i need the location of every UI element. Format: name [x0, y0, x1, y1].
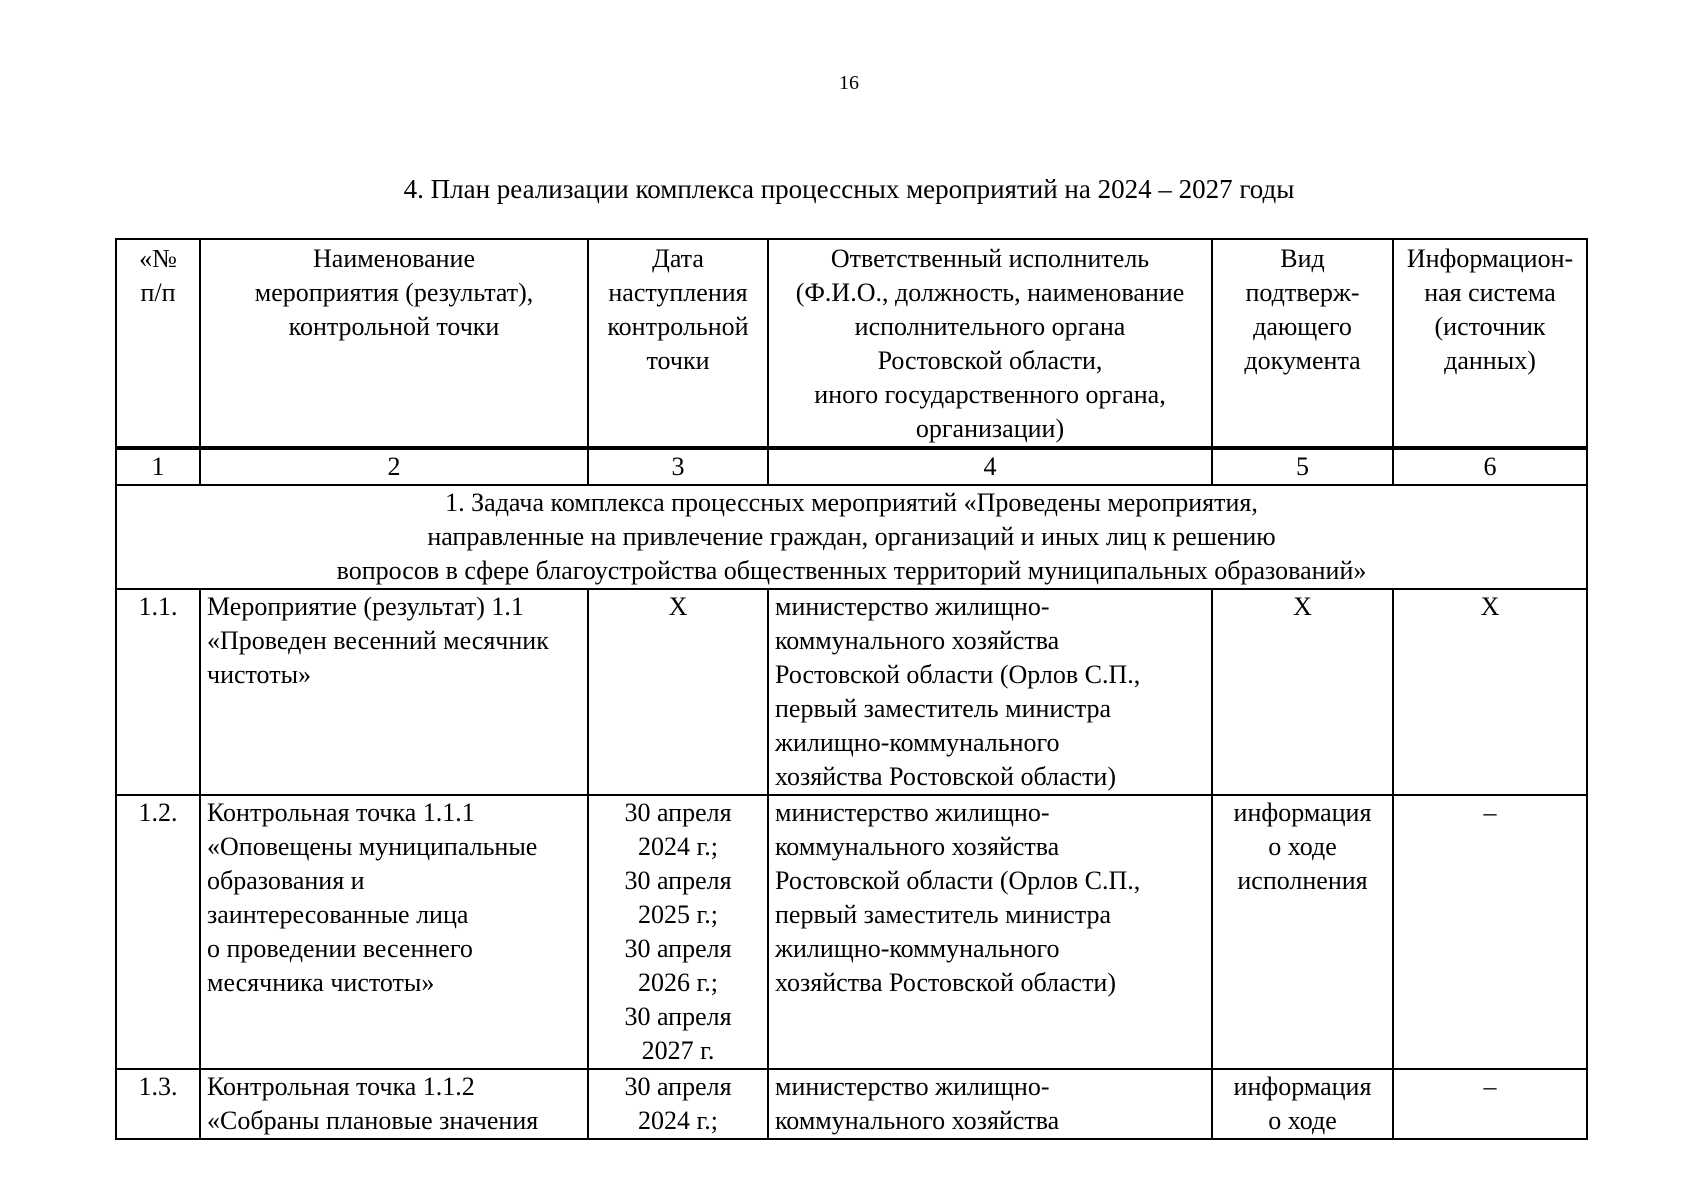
- table-row: [116, 589, 1587, 795]
- row-doc-type: информация о ходе исполнения: [1212, 795, 1393, 1069]
- row-doc-type: информация о ходе: [1212, 1069, 1393, 1139]
- task-row: [116, 485, 1587, 589]
- row-number: 1.3.: [116, 1069, 200, 1139]
- table-row: [116, 795, 1587, 1069]
- table-header-row: [116, 239, 1587, 448]
- row-date: X: [588, 589, 768, 795]
- table-row: [116, 1069, 1587, 1139]
- header-name: Наименование мероприятия (результат), контрольной точки: [200, 239, 588, 448]
- header-number: «№ п/п: [116, 239, 200, 448]
- column-number: 5: [1212, 448, 1393, 485]
- row-info-system: –: [1393, 1069, 1587, 1139]
- row-name: Контрольная точка 1.1.2 «Собраны плановые значения: [200, 1069, 588, 1139]
- header-info-system: Информацион- ная система (источник данных): [1393, 239, 1587, 448]
- header-doc-type: Вид подтверж- дающего документа: [1212, 239, 1393, 448]
- column-number: 4: [768, 448, 1212, 485]
- row-doc-type: X: [1212, 589, 1393, 795]
- header-executor: Ответственный исполнитель (Ф.И.О., должность, наименование исполнительного органа Ростовской области, иного государственного органа, организации): [768, 239, 1212, 448]
- task-title: 1. Задача комплекса процессных мероприятий «Проведены мероприятия, направленные на привлечение граждан, организаций и иных лиц к решению вопросов в сфере благоустройства общественных территорий муниципальных образований»: [116, 485, 1587, 589]
- column-number: 1: [116, 448, 200, 485]
- column-number: 2: [200, 448, 588, 485]
- row-executor: министерство жилищно- коммунального хозяйства Ростовской области (Орлов С.П., первый заместитель министра жилищно-коммунального хозяйства Ростовской области): [768, 795, 1212, 1069]
- row-name: Мероприятие (результат) 1.1 «Проведен весенний месячник чистоты»: [200, 589, 588, 795]
- row-number: 1.1.: [116, 589, 200, 795]
- row-executor: министерство жилищно- коммунального хозяйства Ростовской области (Орлов С.П., первый заместитель министра жилищно-коммунального хозяйства Ростовской области): [768, 589, 1212, 795]
- row-executor: министерство жилищно- коммунального хозяйства: [768, 1069, 1212, 1139]
- row-name: Контрольная точка 1.1.1 «Оповещены муниципальные образования и заинтересованные лица о проведении весеннего месячника чистоты»: [200, 795, 588, 1069]
- row-date: 30 апреля 2024 г.;: [588, 1069, 768, 1139]
- plan-table: [115, 238, 1588, 1140]
- column-number: 3: [588, 448, 768, 485]
- section-title: 4. План реализации комплекса процессных мероприятий на 2024 – 2027 годы: [403, 174, 1295, 204]
- header-date: Дата наступления контрольной точки: [588, 239, 768, 448]
- row-info-system: X: [1393, 589, 1587, 795]
- column-number: 6: [1393, 448, 1587, 485]
- row-info-system: –: [1393, 795, 1587, 1069]
- page-number: 16: [839, 72, 859, 94]
- row-date: 30 апреля 2024 г.; 30 апреля 2025 г.; 30 апреля 2026 г.; 30 апреля 2027 г.: [588, 795, 768, 1069]
- row-number: 1.2.: [116, 795, 200, 1069]
- column-numbers-row: [116, 448, 1587, 485]
